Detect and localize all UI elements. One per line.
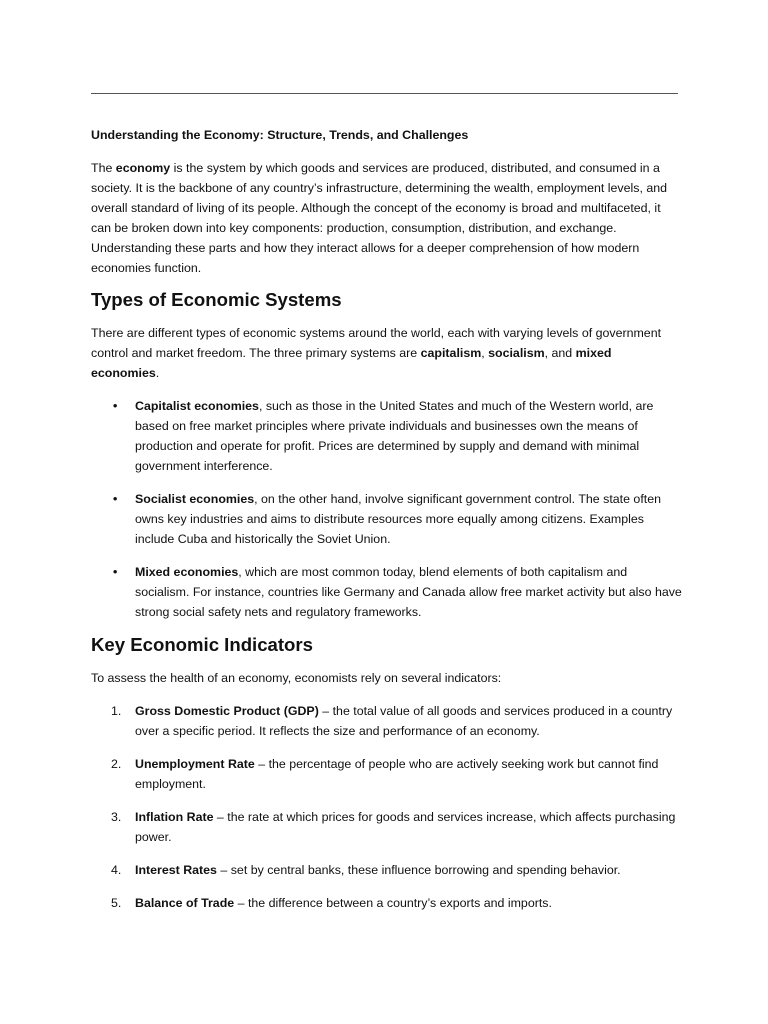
indicator-term: Balance of Trade	[135, 896, 235, 910]
bullet-term: Capitalist economies	[135, 399, 259, 413]
list-item	[91, 893, 683, 913]
list-item	[91, 489, 683, 549]
bullet-dot-icon: •	[113, 492, 118, 506]
header-rule	[91, 93, 678, 94]
indicators-intro: To assess the health of an economy, economists rely on several indicators:	[91, 671, 502, 685]
indicator-text: – the rate at which prices for goods and services increase, which affects purchasing power.	[135, 810, 676, 844]
systems-heading: Types of Economic Systems	[91, 289, 342, 310]
systems-term-socialism: socialism	[488, 346, 545, 360]
indicator-text: – set by central banks, these influence borrowing and spending behavior.	[216, 863, 621, 877]
list-number: 2.	[111, 757, 122, 771]
indicator-text: – the percentage of people who are actively seeking work but cannot find employment.	[135, 757, 659, 791]
list-item	[91, 807, 683, 847]
systems-end: .	[155, 366, 160, 380]
list-item	[91, 396, 683, 476]
list-item	[91, 860, 683, 880]
intro-rest: is the system by which goods and services are produced, distributed, and consumed in a society. It is the backbone of any country’s infrastructure, determining the wealth, employment levels, and overall standard of living of its people. Although the concept of the economy is broad and multifaceted, it can be broken down into key components: production, consumption, distribution, and exchange. Understanding these parts and how they interact allows for a deeper comprehension of how modern economies function.	[91, 161, 668, 275]
intro-lead: The	[91, 161, 116, 175]
list-number: 4.	[111, 863, 122, 877]
intro-term: economy	[115, 161, 171, 175]
intro-paragraph	[91, 158, 681, 278]
bullet-text: , on the other hand, involve significant government control. The state often owns key industries and aims to distribute resources more equally among citizens. Examples include Cuba and historically the Soviet Union.	[135, 492, 661, 546]
systems-sep-1: ,	[481, 346, 489, 360]
indicator-term: Interest Rates	[135, 863, 217, 877]
bullet-text: , which are most common today, blend elements of both capitalism and socialism. For instance, countries like Germany and Canada allow free market activity but also have strong social safety nets and regulatory frameworks.	[135, 565, 682, 619]
systems-term-capitalism: capitalism	[420, 346, 482, 360]
indicator-text: – the total value of all goods and services produced in a country over a specific period. It reflects the size and performance of an economy.	[135, 704, 673, 738]
indicators-heading: Key Economic Indicators	[91, 634, 313, 655]
list-item	[91, 562, 683, 622]
bullet-text: , such as those in the United States and much of the Western world, are based on free market principles where private individuals and businesses own the means of production and operate for profit. Prices are determined by supply and demand with minimal government interference.	[135, 399, 654, 473]
bullet-term: Mixed economies	[135, 565, 239, 579]
bullet-dot-icon: •	[113, 399, 118, 413]
document-title: Understanding the Economy: Structure, Trends, and Challenges	[91, 128, 469, 142]
list-number: 3.	[111, 810, 122, 824]
indicator-term: Unemployment Rate	[135, 757, 255, 771]
list-item	[91, 701, 683, 741]
indicator-term: Inflation Rate	[135, 810, 214, 824]
list-number: 1.	[111, 704, 122, 718]
systems-term-mixed: mixed economies	[91, 346, 612, 380]
systems-intro-text: There are different types of economic systems around the world, each with varying levels of government control and market freedom. The three primary systems are	[91, 326, 662, 360]
bullet-term: Socialist economies	[135, 492, 255, 506]
systems-sep-2: , and	[544, 346, 576, 360]
list-number: 5.	[111, 896, 122, 910]
list-item	[91, 754, 683, 794]
bullet-dot-icon: •	[113, 565, 118, 579]
indicator-term: Gross Domestic Product (GDP)	[135, 704, 319, 718]
systems-intro-paragraph	[91, 323, 681, 383]
indicator-text: – the difference between a country’s exports and imports.	[234, 896, 552, 910]
